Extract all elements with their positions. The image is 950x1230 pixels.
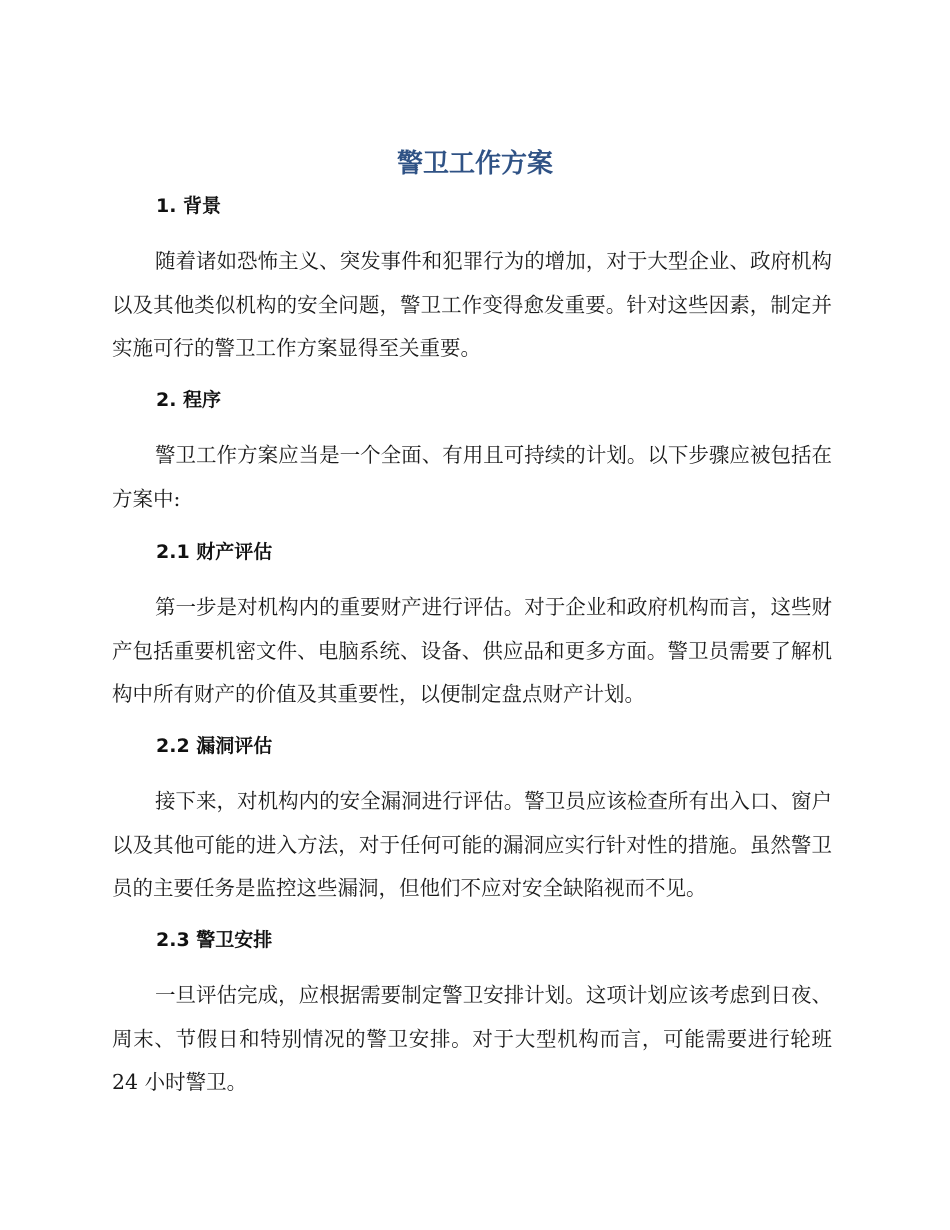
section-paragraph-guard-arrangement: 一旦评估完成，应根据需要制定警卫安排计划。这项计划应该考虑到日夜、周末、节假日和特别情况的警卫安排。对于大型机构而言，可能需要进行轮班 24 小时警卫。 bbox=[112, 983, 832, 1094]
section-paragraph-vulnerability-assessment: 接下来，对机构内的安全漏洞进行评估。警卫员应该检查所有出入口、窗户以及其他可能的进入方法，对于任何可能的漏洞应实行针对性的措施。虽然警卫员的主要任务是监控这些漏洞，但他们不应对安全缺陷视而不见。 bbox=[112, 789, 832, 900]
section-heading-procedure: 2. 程序 bbox=[156, 389, 222, 411]
section-heading-vulnerability-assessment: 2.2 漏洞评估 bbox=[156, 735, 273, 757]
section-paragraph-background: 随着诸如恐怖主义、突发事件和犯罪行为的增加，对于大型企业、政府机构以及其他类似机构的安全问题，警卫工作变得愈发重要。针对这些因素，制定并实施可行的警卫工作方案显得至关重要。 bbox=[112, 249, 832, 360]
section-heading-background: 1. 背景 bbox=[156, 195, 222, 217]
section-paragraph-asset-assessment: 第一步是对机构内的重要财产进行评估。对于企业和政府机构而言，这些财产包括重要机密文件、电脑系统、设备、供应品和更多方面。警卫员需要了解机构中所有财产的价值及其重要性，以便制定盘点财产计划。 bbox=[112, 595, 832, 706]
section-heading-asset-assessment: 2.1 财产评估 bbox=[156, 541, 273, 563]
section-heading-guard-arrangement: 2.3 警卫安排 bbox=[156, 929, 273, 951]
document-title: 警卫工作方案 bbox=[396, 149, 553, 179]
section-paragraph-procedure: 警卫工作方案应当是一个全面、有用且可持续的计划。以下步骤应被包括在方案中: bbox=[112, 443, 832, 511]
